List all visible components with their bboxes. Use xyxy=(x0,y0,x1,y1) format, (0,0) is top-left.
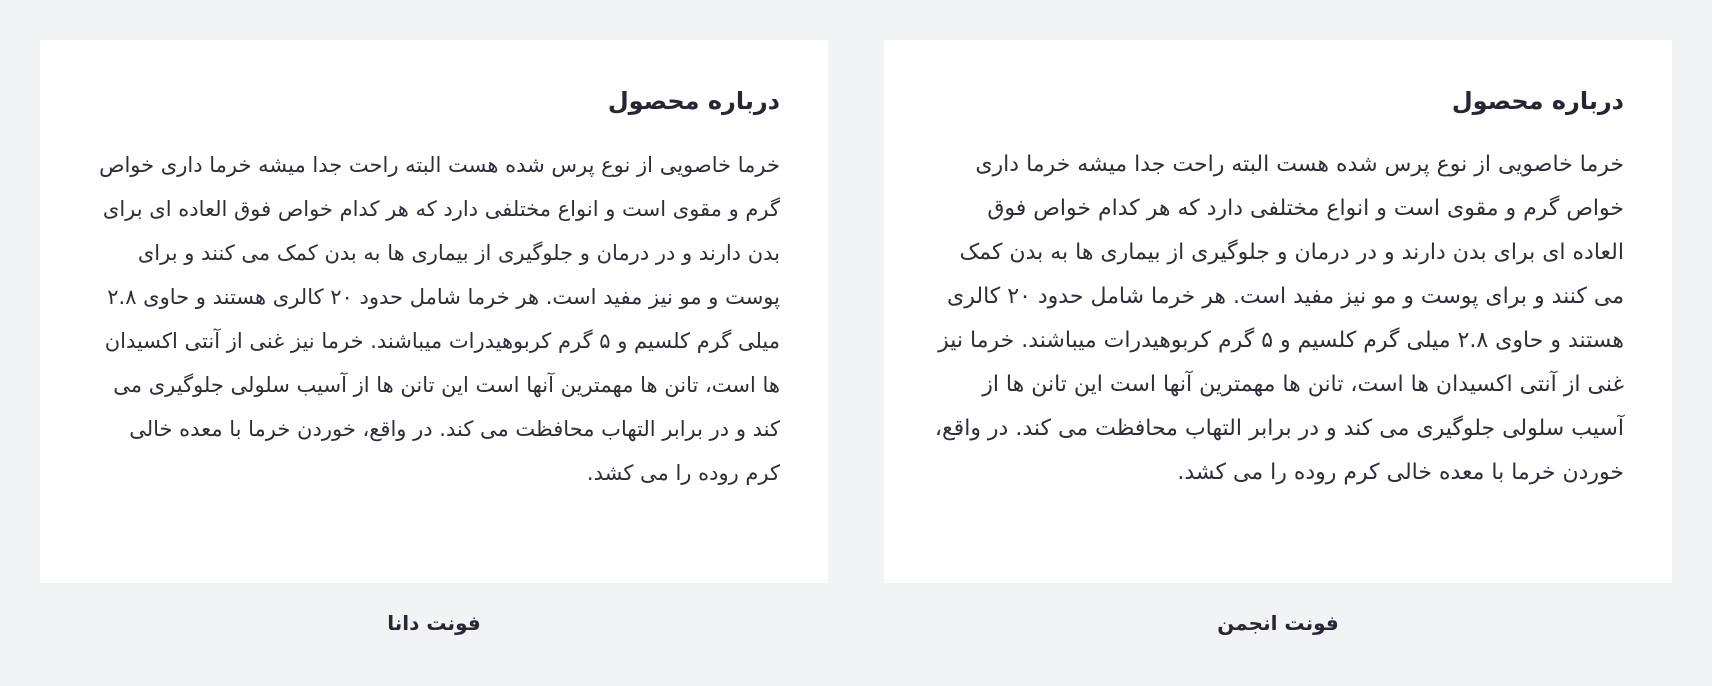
card-description: خرما خاصویی از نوع پرس شده هست البته راحت جدا میشه خرما داری خواص گرم و مقوی است و انواع مختلفی دارد که هر کدام خواص فوق العاده ای برای بدن دارند و در درمان و جلوگیری از بیماری ها به بدن کمک می کنند و برای پوست و مو نیز مفید است. هر خرما شامل حدود ۲۰ کالری هستند و حاوی ۲.۸ میلی گرم کلسیم و ۵ گرم کربوهیدرات میباشند. خرما نیز غنی از آنتی اکسیدان ها است، تانن ها مهمترین آنها است این تانن ها از آسیب سلولی جلوگیری می کند و در برابر التهاب محافظت می کند. در واقع، خوردن خرما با معده خالی کرم روده را می کشد. xyxy=(934,152,1624,485)
anjoman-font-card xyxy=(884,40,1672,583)
dana-font-card xyxy=(40,40,828,583)
dana-font-caption: فونت دانا xyxy=(387,611,481,635)
card-title: درباره محصول xyxy=(607,87,780,115)
anjoman-font-caption: فونت انجمن xyxy=(1217,611,1339,635)
card-description: خرما خاصویی از نوع پرس شده هست البته راحت جدا میشه خرما داری خواص گرم و مقوی است و انواع مختلفی دارد که هر کدام خواص فوق العاده ای برای بدن دارند و در درمان و جلوگیری از بیماری ها به بدن کمک می کنند و برای پوست و مو نیز مفید است. هر خرما شامل حدود ۲۰ کالری هستند و حاوی ۲.۸ میلی گرم کلسیم و ۵ گرم کربوهیدرات میباشند. خرما نیز غنی از آنتی اکسیدان ها است، تانن ها مهمترین آنها است این تانن ها از آسیب سلولی جلوگیری می کند و در برابر التهاب محافظت می کند. در واقع، خوردن خرما با معده خالی کرم روده را می کشد. xyxy=(99,153,780,485)
card-title: درباره محصول xyxy=(1451,87,1624,115)
